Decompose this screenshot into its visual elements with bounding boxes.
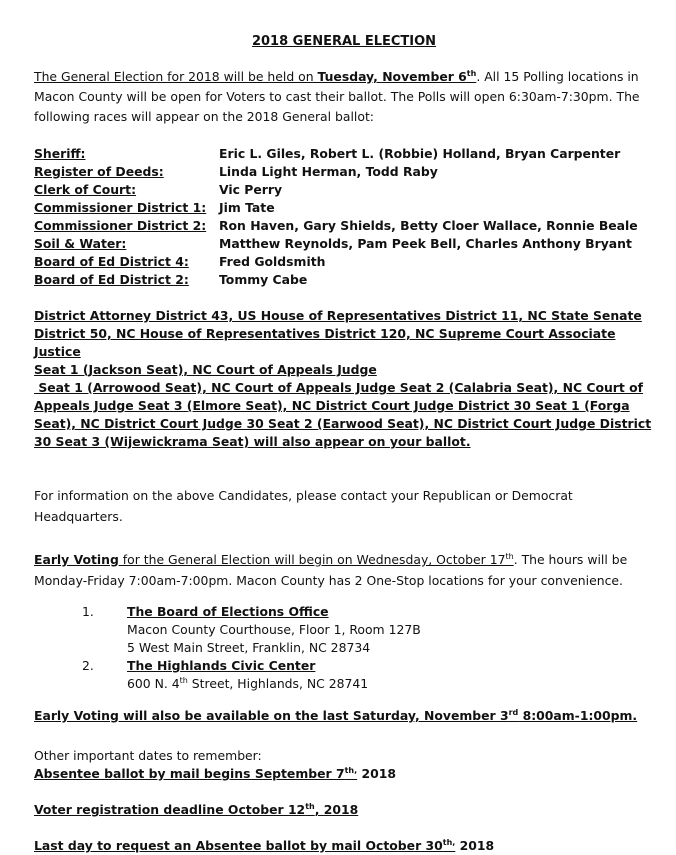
district-line: Seat 1 (Arrowood Seat), NC Court of Appeals Judge Seat 2 (Calabria Seat), NC Court of [34,380,644,395]
location-address-line [127,675,368,693]
district-line: District 50, NC House of Representatives District 120, NC Supreme Court Associate Justice [34,326,616,359]
race-row [34,217,654,235]
early-voting-start [119,552,514,567]
race-row [34,271,654,289]
date-suffix: th, [344,765,358,775]
district-races-paragraph [34,307,659,451]
intro-text-rest: . All 15 Polling locations in Macon County will be open for Voters to cast their ballot. The Polls will open 6:30am-7:30pm. The following races will appear on the 2018 General ballot: [34,69,640,124]
one-stop-locations [34,603,654,695]
race-office: Register of Deeds: [34,164,164,179]
location-name: The Highlands Civic Center [127,658,316,673]
election-notice [34,34,654,855]
district-line: Seat), NC District Court Judge 30 Seat 2 (Earwood Seat), NC District Court Judge District [34,416,652,431]
district-line: District Attorney District 43, US House of Representatives District 11, NC State Senate [34,308,642,323]
district-line: Seat 1 (Jackson Seat), NC Court of Appeals Judge [34,362,377,377]
saturday-voting-line [34,707,654,725]
race-row [34,235,654,253]
date-text [34,802,358,817]
race-row [34,163,654,181]
location-details [127,657,368,693]
race-candidates: Ron Haven, Gary Shields, Betty Cloer Wallace, Ronnie Beale [219,218,638,233]
other-dates-heading: Other important dates to remember: [34,748,262,763]
location-number: 1. [82,604,94,619]
date-text [34,838,455,853]
early-voting-start-text: for the General Election will begin on Wednesday, October 17 [118,552,506,567]
race-row [34,253,654,271]
location-address-line: Macon County Courthouse, Floor 1, Room 127B [127,622,421,637]
race-office: Board of Ed District 2: [34,272,189,287]
race-candidates: Linda Light Herman, Todd Raby [219,164,438,179]
location-address-line: 5 West Main Street, Franklin, NC 28734 [127,640,371,655]
race-candidates: Jim Tate [219,200,275,215]
registration-deadline [34,801,654,819]
race-candidates: Tommy Cabe [219,272,308,287]
race-candidates: Eric L. Giles, Robert L. (Robbie) Holland, Bryan Carpenter [219,146,621,161]
date-text [34,766,357,781]
election-date-suffix: th [466,68,477,78]
location-details [127,603,421,657]
race-candidates: Matthew Reynolds, Pam Peek Bell, Charles Anthony Bryant [219,236,632,251]
race-row [34,145,654,163]
races-list [34,145,654,289]
page-title: 2018 GENERAL ELECTION [251,34,437,49]
race-candidates: Vic Perry [219,182,283,197]
saturday-text: Early Voting will also be available on the last Saturday, November 3 [34,708,509,723]
absentee-request-deadline [34,837,654,855]
intro-text-start: The General Election for 2018 will be held on [34,69,318,84]
address-text: 600 N. 4 [127,676,180,691]
date-year: 2018 [455,838,495,853]
early-voting-start-suffix: th [505,551,514,561]
location-number: 2. [82,658,94,673]
race-office: Soil & Water: [34,236,127,251]
race-office: Commissioner District 1: [34,200,207,215]
date-label: Voter registration deadline October 12 [34,802,306,817]
absentee-start-date [34,765,654,783]
early-voting-paragraph [34,549,654,591]
district-line: Appeals Judge Seat 3 (Elmore Seat), NC District Court Judge District 30 Seat 1 (Forga [34,398,630,413]
date-suffix: th, [442,837,456,847]
early-voting-lead: Early Voting [34,552,119,567]
intro-paragraph [34,67,654,127]
date-year: , 2018 [314,802,359,817]
race-office: Board of Ed District 4: [34,254,189,269]
address-text: Street, Highlands, NC 28741 [187,676,369,691]
address-suffix: th [179,675,188,685]
saturday-suffix: rd [508,707,519,717]
race-office: Sheriff: [34,146,86,161]
race-candidates: Fred Goldsmith [219,254,326,269]
race-office: Clerk of Court: [34,182,137,197]
race-row [34,199,654,217]
election-date-text: Tuesday, November 6 [317,69,467,84]
race-row [34,181,654,199]
date-year: 2018 [357,766,396,781]
race-office: Commissioner District 2: [34,218,207,233]
date-suffix: th [305,801,315,811]
date-label: Last day to request an Absentee ballot by mail October 30 [34,838,443,853]
location-name: The Board of Elections Office [127,604,329,619]
date-label: Absentee ballot by mail begins September 7 [34,766,345,781]
saturday-hours: 8:00am-1:00pm. [518,708,638,723]
early-voting-hours: . The hours will be Monday-Friday 7:00am-7:00pm. Macon County has 2 One-Stop locations for your convenience. [34,552,628,588]
election-date [318,69,477,84]
candidate-info-paragraph: For information on the above Candidates, please contact your Republican or Democrat Headquarters. [34,488,573,524]
district-line: 30 Seat 3 (Wijewickrama Seat) will also appear on your ballot. [34,434,471,449]
